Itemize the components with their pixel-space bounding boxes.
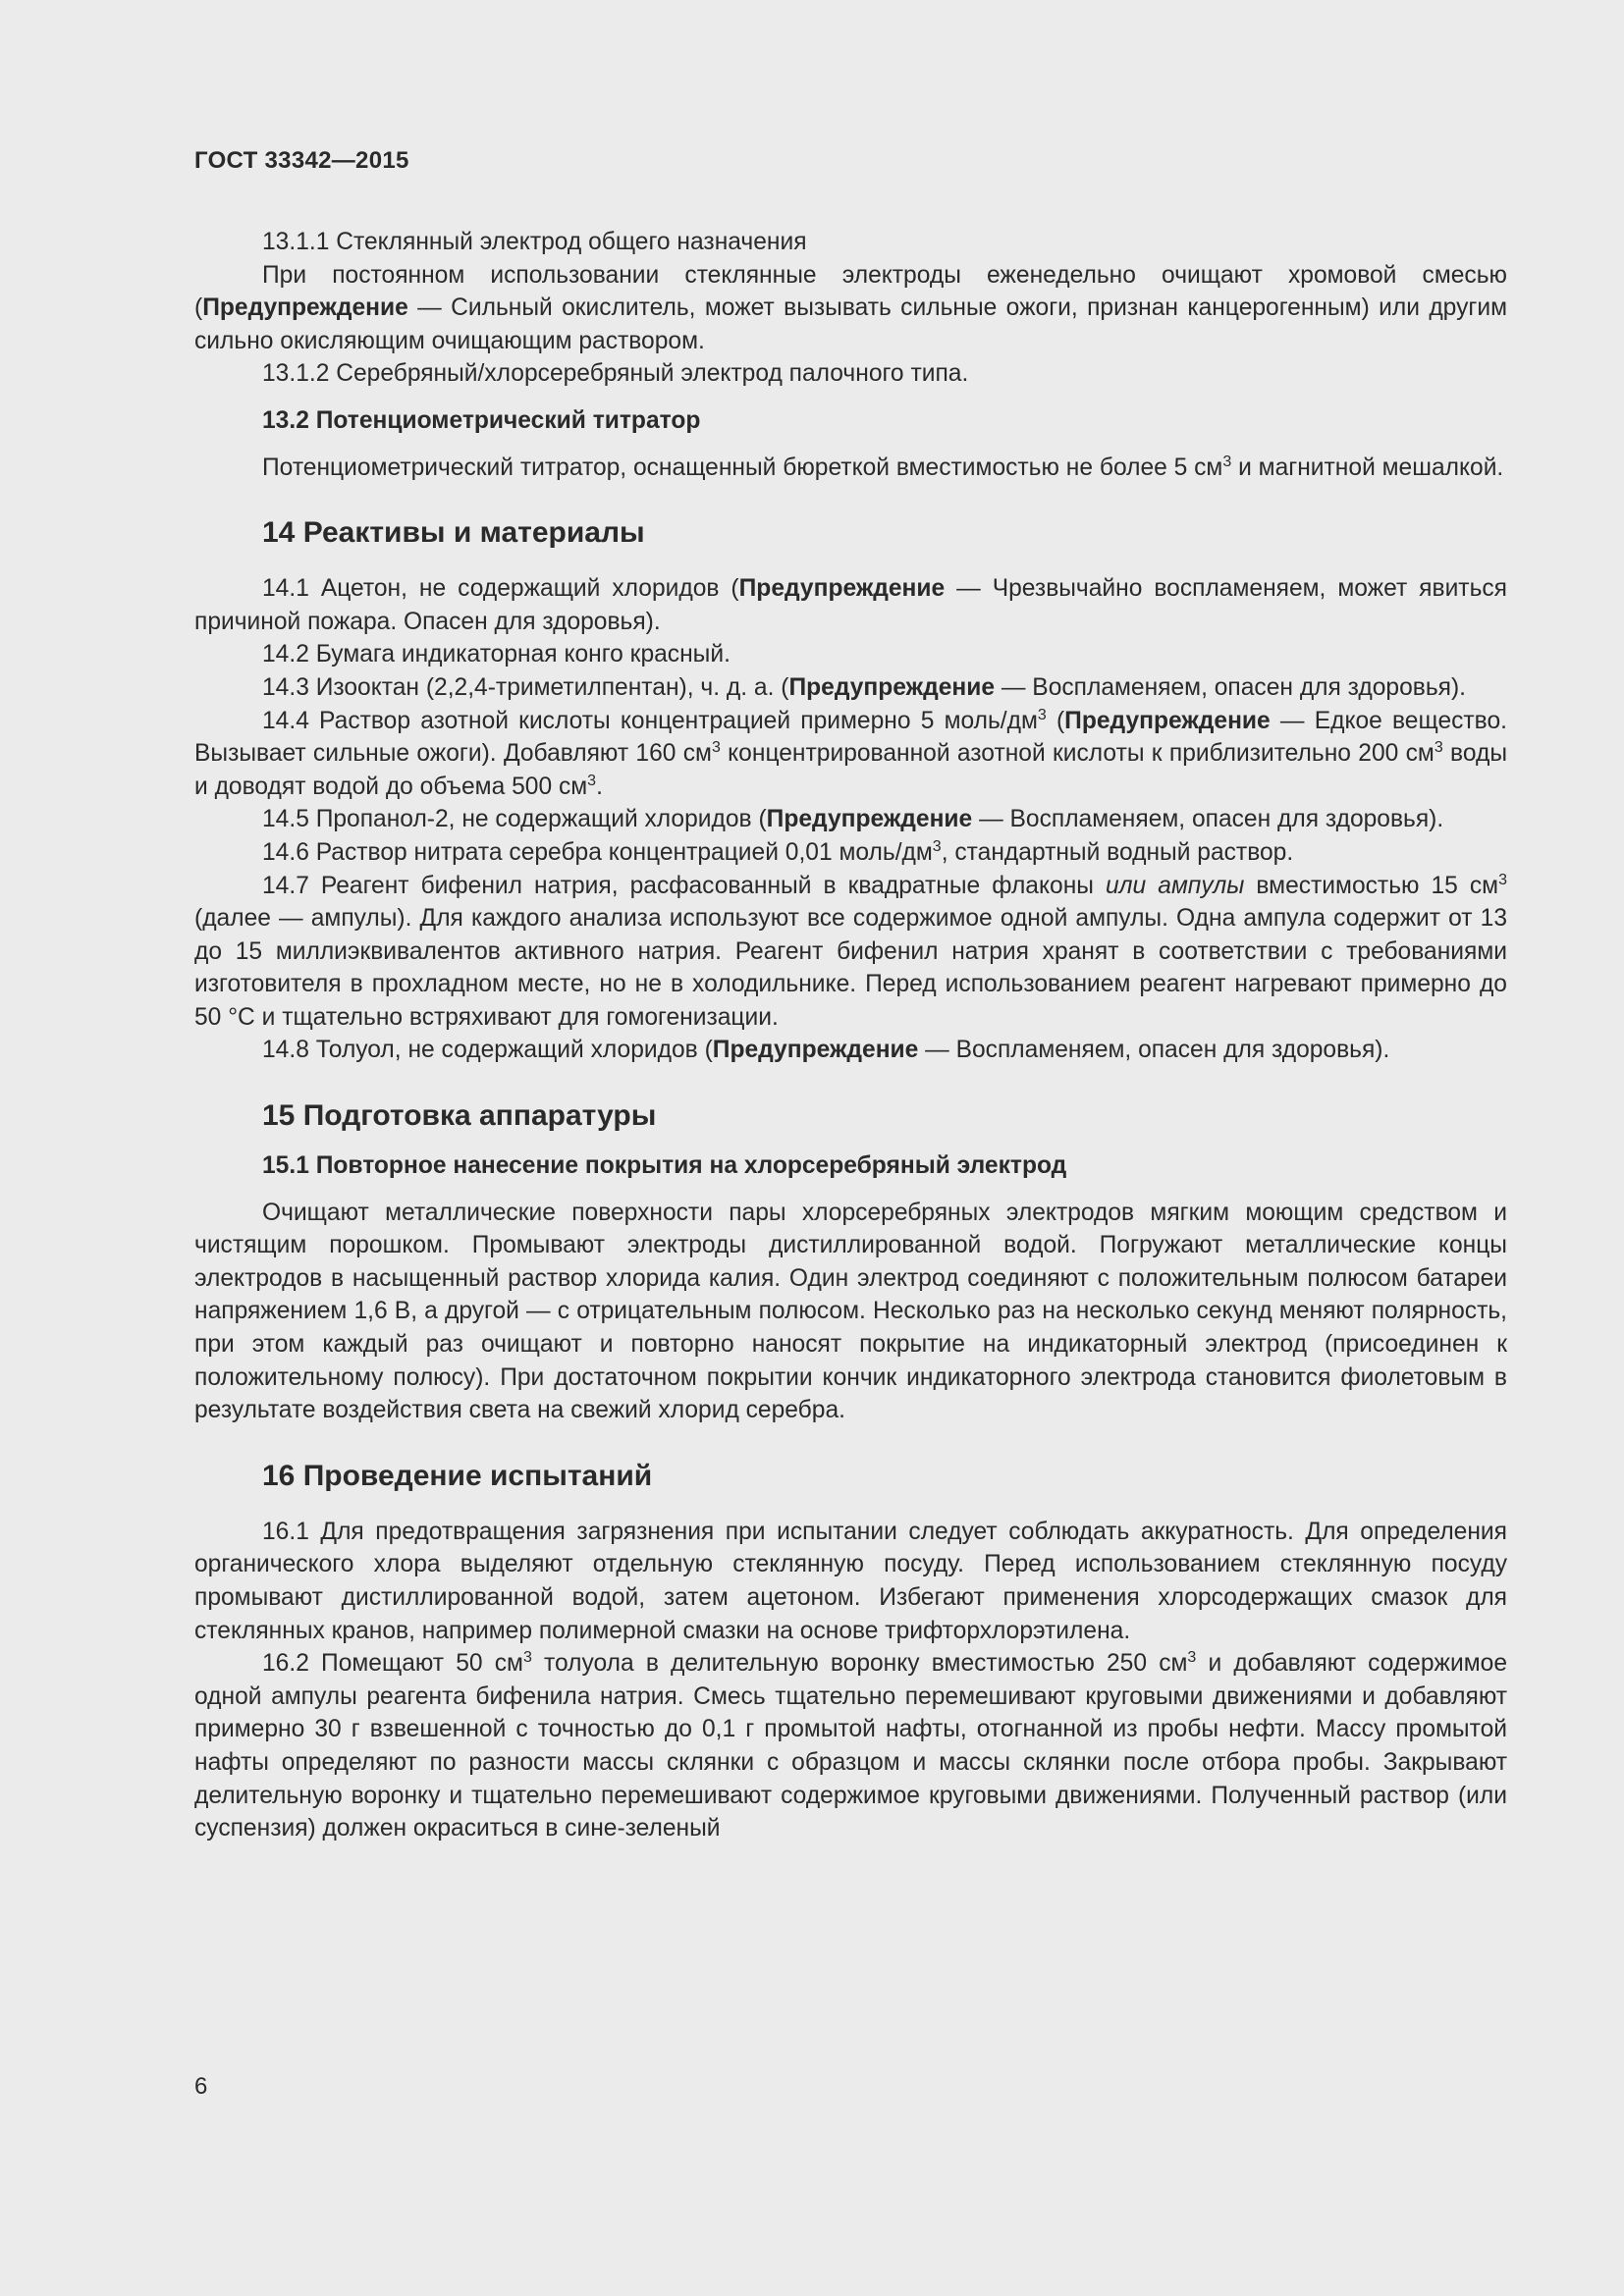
paragraph-16-1: 16.1 Для предотвращения загрязнения при испытании следует соблюдать аккуратность. Для определения органического хлора выделяют отдельную стеклянную посуду. Перед использованием стеклянную посуду промывают дистиллированной водой, затем ацетоном. Избегают применения хлорсодержащих смазок для стеклянных кранов, например полимерной смазки на основе трифторхлорэтилена. <box>194 1518 1507 1644</box>
paragraph-15-1: Очищают металлические поверхности пары хлорсеребряных электродов мягким моющим средством и чистящим порошком. Промывают электроды дистиллированной водой. Погружают металлические концы электродов в насыщенный раствор хлорида калия. Один электрод соединяют с положительным полюсом батареи напряжением 1,6 В, а другой — с отрицательным полюсом. Несколько раз на несколько секунд меняют полярность, при этом каждый раз очищают и повторно наносят покрытие на индикаторный электрод (присоединен к положительному полюсу). При достаточном покрытии кончик индикаторного электрода становится фиолетовым в результате воздействия света на свежий хлорид серебра. <box>194 1199 1507 1424</box>
paragraph-14-3: 14.3 Изооктан (2,2,4-триметилпентан), ч. д. а. (Предупреждение — Воспламеняем, опасен для здоровья). <box>262 673 1467 701</box>
paragraph-14-8: 14.8 Толуол, не содержащий хлоридов (Предупреждение — Воспламеняем, опасен для здоровья). <box>262 1037 1390 1064</box>
heading-13-2: 13.2 Потенциометрический титратор <box>262 406 701 434</box>
paragraph-14-2: 14.2 Бумага индикаторная конго красный. <box>262 641 731 668</box>
document-header: ГОСТ 33342—2015 <box>194 147 409 174</box>
heading-section-15: 15 Подготовка аппаратуры <box>262 1099 657 1133</box>
paragraph-14-4: 14.4 Раствор азотной кислоты концентрацией примерно 5 моль/$дм^3$ (Предупреждение — Едкое вещество. Вызывает сильные ожоги). Добавляют 160 $см^3$ концентрированной азотной кислоты к приблизительно 200 $см^3$ воды и доводят водой до объема 500 $см^3$. <box>194 706 1507 800</box>
paragraph-16-2: 16.2 Помещают 50 $см^3$ толуола в делительную воронку вместимостью 250 $см^3$ и добавляют содержимое одной ампулы реагента бифенила натрия. Смесь тщательно перемешивают круговыми движениями и добавляют примерно 30 г взвешенной с точностью до 0,1 г промытой нафты, отогнанной из пробы нефти. Массу промытой нафты определяют по разности массы склянки с образцом и массы склянки после отбора пробы. Закрывают делительную воронку и тщательно перемешивают содержимое круговыми движениями. Полученный раствор (или суспензия) должен окраситься в сине-зеленый <box>194 1649 1507 1842</box>
paragraph-13-1-2: 13.1.2 Серебряный/хлорсеребряный электрод палочного типа. <box>262 360 969 388</box>
heading-15-1: 15.1 Повторное нанесение покрытия на хлорсеребряный электрод <box>262 1152 1067 1180</box>
paragraph-14-5: 14.5 Пропанол-2, не содержащий хлоридов (Предупреждение — Воспламеняем, опасен для здоровья). <box>262 806 1444 833</box>
paragraph-13-1-1: При постоянном использовании стеклянные электроды еженедельно очищают хромовой смесью (Предупреждение — Сильный окислитель, может вызывать сильные ожоги, признан канцерогенным) или другим сильно окисляющим очищающим раствором. <box>194 261 1507 354</box>
paragraph-14-7: 14.7 Реагент бифенил натрия, расфасованный в квадратные флаконы или ампулы вместимостью 15 $см^3$ (далее — ампулы). Для каждого анализа используют все содержимое одной ампулы. Одна ампула содержит от 13 до 15 миллиэквивалентов активного натрия. Реагент бифенил натрия хранят в соответствии с требованиями изготовителя в прохладном месте, но не в холодильнике. Перед использованием реагент нагревают примерно до 50 °С и тщательно встряхивают для гомогенизации. <box>194 871 1507 1031</box>
warning-label: Предупреждение <box>202 294 408 322</box>
paragraph-13-2: Потенциометрический титратор, оснащенный бюреткой вместимостью не более 5 $см^3$ и магнитной мешалкой. <box>262 453 1504 481</box>
heading-section-14: 14 Реактивы и материалы <box>262 516 645 550</box>
heading-section-16: 16 Проведение испытаний <box>262 1459 653 1492</box>
document-body <box>194 226 1507 1845</box>
paragraph-14-6: 14.6 Раствор нитрата серебра концентрацией 0,01 моль/$дм^3$, стандартный водный раствор. <box>262 837 1294 866</box>
paragraph-14-1: 14.1 Ацетон, не содержащий хлоридов (Предупреждение — Чрезвычайно воспламеняем, может явиться причиной пожара. Опасен для здоровья). <box>194 575 1507 635</box>
paragraph-13-1-1-title: 13.1.1 Стеклянный электрод общего назначения <box>262 229 807 255</box>
page-number: 6 <box>194 2073 208 2100</box>
